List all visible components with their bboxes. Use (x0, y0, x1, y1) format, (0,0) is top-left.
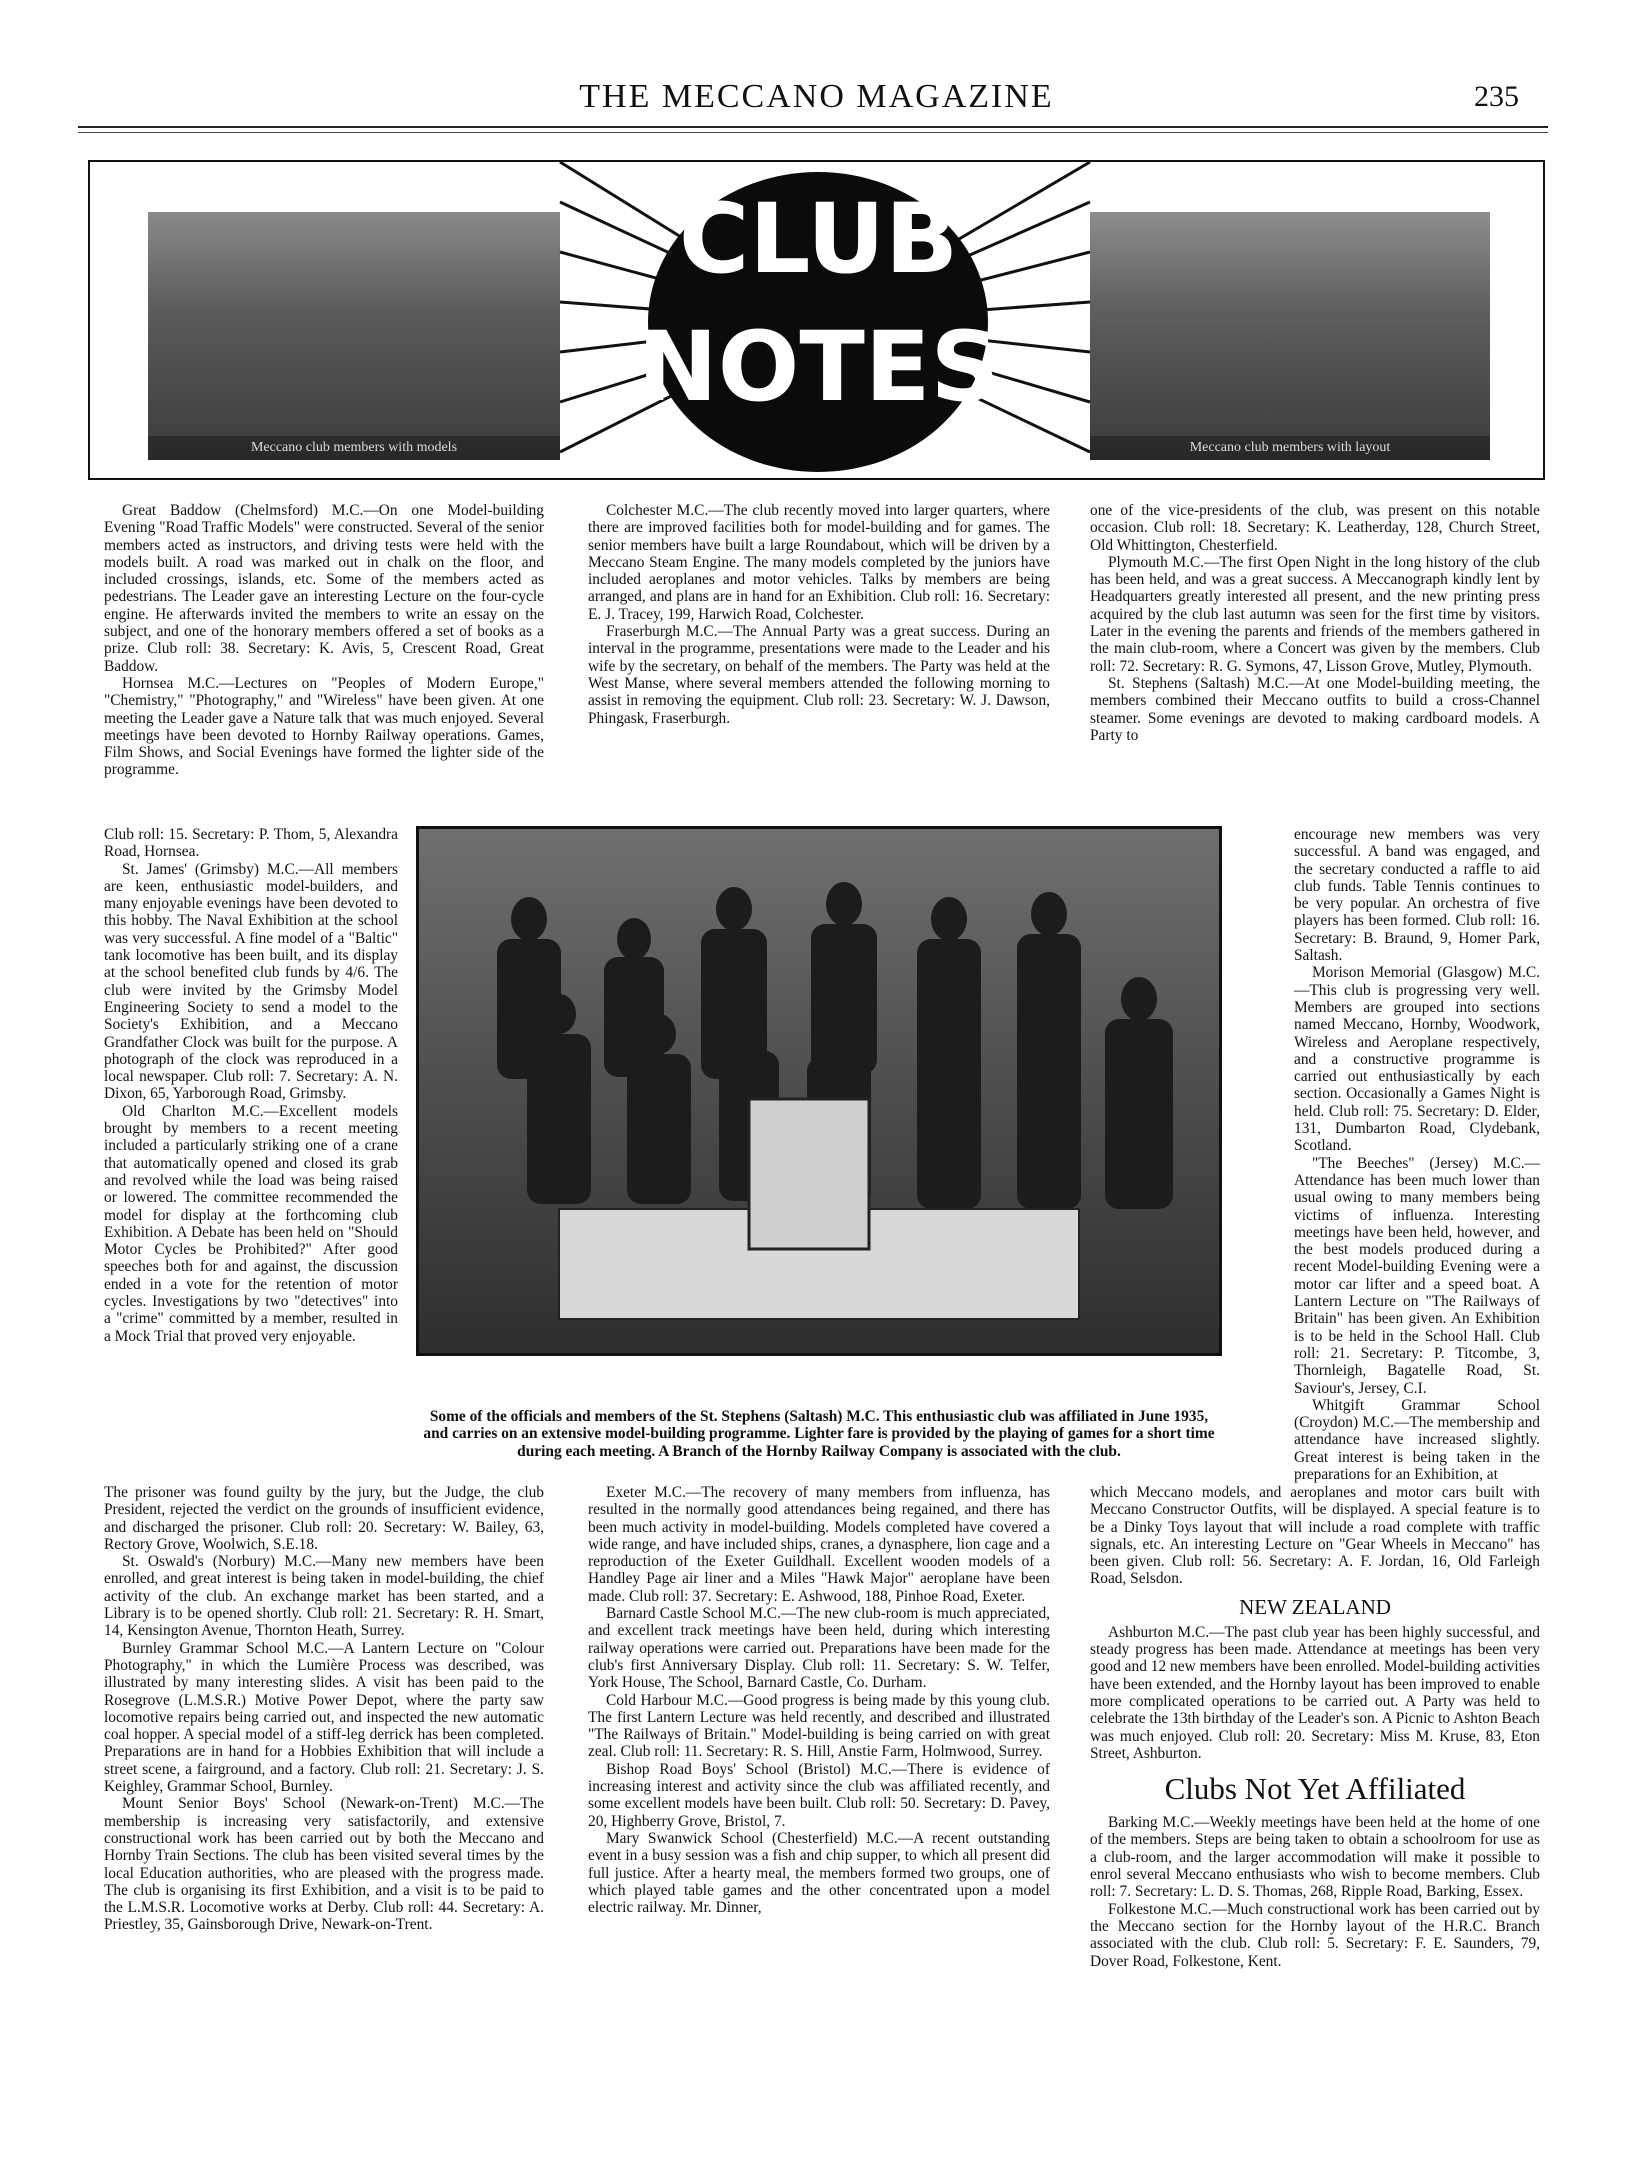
club-note-burnley: Burnley Grammar School M.C.—A Lantern Lecture on "Colour Photography," in which the Lumière Process was described, was illustrated by many interesting slides. A visit has been paid to the Rosegrove (L.M.S.R.) Motive Power Depot, where the party saw locomotive repairs being carried out, and inspected the new automatic coal hopper. A special model of a stiff-leg derrick has been completed. Preparations are in hand for a Hobbies Exhibition that will include a street scene, a fairground, and a factory. Club roll: 21. Secretary: J. S. Keighley, Grammar School, Burnley. (104, 1639, 544, 1796)
banner-photo-right-label: Meccano club members with layout (1090, 436, 1490, 460)
club-note-mary-swanwick: Mary Swanwick School (Chesterfield) M.C.—A recent outstanding event in a busy session was a fish and chip supper, to which all present did full justice. After a hearty meal, the members formed two groups, one of which played table games and the other concentrated upon a model electric railway. Mr. Dinner, (588, 1829, 1050, 1917)
right-column-lower (1090, 1484, 1540, 1970)
club-note-barking: Barking M.C.—Weekly meetings have been held at the home of one of the members. Steps are being taken to obtain a schoolroom for use as a club-room, and the larger accommodation will make it possible to enrol several Meccano enthusiasts who wish to become members. Club roll: 7. Secretary: L. D. S. Thomas, 268, Ripple Road, Barking, Essex. (1090, 1814, 1540, 1901)
guild-certificate (749, 1099, 869, 1249)
club-note-the-beeches: "The Beeches" (Jersey) M.C.—Attendance has been much lower than usual owing to many members being victims of influenza. Interesting meetings have been held, however, and the best models produced during a recent Model-building Evening were a motor car lifter and a speed boat. A Lantern Lecture on "The Railways of Britain" has been given. An Exhibition is to be held in the School Hall. Club roll: 21. Secretary: P. Titcombe, 3, Thornleigh, Bagatelle Road, St. Saviour's, Jersey, C.I. (1294, 1154, 1540, 1397)
banner-word-club: CLUB (678, 183, 959, 295)
group-photograph (416, 826, 1222, 1356)
left-column-narrow (104, 826, 398, 1345)
club-note-hornsea-roll: Club roll: 15. Secretary: P. Thom, 5, Alexandra Road, Hornsea. (104, 826, 398, 861)
header-rule (78, 126, 1548, 128)
club-note-old-charlton: Old Charlton M.C.—Excellent models brought by members to a recent meeting included a particularly striking one of a crane that automatically opened and closed its grab and revolved while the load was being raised or lowered. The committee recommended the model for display at the forthcoming club Exhibition. A Debate has been held on "Should Motor Cycles be Prohibited?" After good speeches both for and against, the discussion ended in a vote for the retention of motor cycles. Investigations by two "detectives" into a "crime" committed by a member, resulted in a Mock Trial that proved very enjoyable. (104, 1102, 398, 1345)
club-note-fraserburgh: Fraserburgh M.C.—The Annual Party was a great success. During an interval in the programme, presentations were made to the Leader and his wife by the secretary, on behalf of the members. The Party was held at the West Manse, where several members attended the following morning to assist in removing the equipment. Club roll: 23. Secretary: W. J. Dawson, Phingask, Fraserburgh. (588, 623, 1050, 727)
club-notes-banner (88, 160, 1545, 480)
banner-word-notes: NOTES (637, 311, 1000, 423)
club-note-st-stephens-cont: encourage new members was very successful. A band was engaged, and the secretary conducted a raffle to aid club funds. Table Tennis continues to be very popular. An orchestra of five players has been formed. Club roll: 16. Secretary: B. Braund, 9, Homer Park, Saltash. (1294, 826, 1540, 965)
left-column-top (104, 502, 544, 779)
page-header-title: THE MECCANO MAGAZINE (579, 78, 1054, 115)
club-note-folkestone: Folkestone M.C.—Much constructional work has been carried out by the Meccano section for the Hornby layout of the H.R.C. Branch associated with the club. Club roll: 5. Secretary: F. E. Saunders, 79, Dover Road, Folkestone, Kent. (1090, 1900, 1540, 1970)
club-note-colchester: Colchester M.C.—The club recently moved into larger quarters, where there are improved facilities both for model-building and for games. The senior members have built a large Roundabout, which will be driven by a Meccano Steam Engine. The many models completed by the juniors have included aeroplanes and motor vehicles. Talks by members are being arranged, and plans are in hand for an Exhibition. Club roll: 16. Secretary: E. J. Tracey, 199, Harwich Road, Colchester. (588, 502, 1050, 623)
new-zealand-heading: NEW ZEALAND (1239, 1594, 1391, 1619)
right-column-narrow (1294, 826, 1540, 1483)
club-note-hornsea: Hornsea M.C.—Lectures on "Peoples of Modern Europe," "Chemistry," "Photography," and "Wireless" have been given. At one meeting the Leader gave a Nature talk that was much enjoyed. Several meetings have been devoted to Hornby Railway operations. Games, Film Shows, and Social Evenings have formed the lighter side of the programme. (104, 674, 544, 779)
club-note-whitgift-cont: which Meccano models, and aeroplanes and motor cars built with Meccano Constructor Outfits, will be displayed. A special feature is to be a Dinky Toys layout that will include a road complete with traffic signals, etc. An interesting Lecture on "Gear Wheels in Meccano" has been given. Club roll: 56. Secretary: A. F. Jordan, 16, Old Farleigh Road, Selsdon. (1090, 1484, 1540, 1588)
club-note-mary-swanwick-cont: one of the vice-presidents of the club, was present on this notable occasion. Club roll: 18. Secretary: K. Leatherday, 128, Church Street, Old Whittington, Chesterfield. (1090, 502, 1540, 554)
left-column-lower (104, 1484, 544, 1934)
right-column-top (1090, 502, 1540, 744)
club-note-old-charlton-cont: The prisoner was found guilty by the jury, but the Judge, the club President, rejected the verdict on the grounds of insufficient evidence, and discharged the prisoner. Club roll: 20. Secretary: W. Bailey, 63, Rectory Grove, Woolwich, S.E.18. (104, 1484, 544, 1553)
club-note-ashburton: Ashburton M.C.—The past club year has been highly successful, and steady progress has been made. Attendance at meetings has been very good and 12 new members have been enrolled. Model-building activities have been extended, and the Hornby layout has been improved to enable more complicated operations to be carried out. A Party was held to celebrate the 13th birthday of the Leader's son. A Picnic to Ashton Beach was much enjoyed. Club roll: 20. Secretary: Miss M. Kruse, 83, Eton Street, Ashburton. (1090, 1623, 1540, 1762)
club-note-morison-memorial: Morison Memorial (Glasgow) M.C.—This club is progressing very well. Members are grouped into sections named Meccano, Hornby, Woodwork, Wireless and Aeroplane respectively, and a constructive programme is carried out enthusiastically by each section. Occasionally a Games Night is held. Club roll: 75. Secretary: D. Elder, 131, Dumbarton Road, Clydebank, Scotland. (1294, 964, 1540, 1155)
club-note-cold-harbour: Cold Harbour M.C.—Good progress is being made by this young club. The first Lantern Lecture was held recently, and described and illustrated "The Railways of Britain." Model-building is being carried on with great zeal. Club roll: 11. Secretary: R. S. Hill, Anstie Farm, Holmwood, Surrey. (588, 1691, 1050, 1761)
club-note-st-james: St. James' (Grimsby) M.C.—All members are keen, enthusiastic model-builders, and many enjoyable evenings have been devoted to this hobby. The Naval Exhibition at the school was very successful. A fine model of a "Baltic" tank locomotive has been built, and its display at the school benefited club funds by 4/6. The club were invited by the Grimsby Model Engineering Society to send a model to the Society's Exhibition, and a Meccano Grandfather Clock was built for the purpose. A photograph of the clock was reproduced in a local newspaper. Club roll: 7. Secretary: A. N. Dixon, 65, Yarborough Road, Grimsby. (104, 860, 398, 1103)
club-note-barnard-castle: Barnard Castle School M.C.—The new club-room is much appreciated, and excellent track meetings have been held, during which interesting railway operations were carried out. Preparations have been made for the club's first Anniversary Display. Club roll: 11. Secretary: S. W. Telfer, York House, The School, Barnard Castle, Co. Durham. (588, 1605, 1050, 1692)
banner-photo-left-label: Meccano club members with models (148, 436, 560, 460)
club-note-st-stephens: St. Stephens (Saltash) M.C.—At one Model-building meeting, the members combined their Meccano outfits to build a cross-Channel steamer. Some evenings are devoted to making cardboard models. A Party to (1090, 674, 1540, 744)
club-note-great-baddow: Great Baddow (Chelmsford) M.C.—On one Model-building Evening "Road Traffic Models" were constructed. Several of the senior members acted as instructors, and driving tests were held with the models built. A road was marked out in chalk on the floor, and included crossings, islands, etc. Some of the members acted as pedestrians. The Leader gave an interesting Lecture on the four-cycle engine. He afterwards invited the members to write an essay on the subject, and one of the honorary members offered a set of books as a prize. Club roll: 38. Secretary: K. Avis, 5, Crescent Road, Great Baddow. (104, 502, 544, 675)
photo-caption: Some of the officials and members of the St. Stephens (Saltash) M.C. This enthusiastic club was affiliated in June 1935, and carries on an extensive model-building programme. Lighter fare is provided by the playing of games for a short time during each meeting. A Branch of the Hornby Railway Company is associated with the club. (423, 1408, 1215, 1460)
club-note-bishop-road: Bishop Road Boys' School (Bristol) M.C.—There is evidence of increasing interest and activity since the club was affiliated recently, and some excellent models have been built. Club roll: 50. Secretary: D. Pavey, 20, Highberry Grove, Bristol, 7. (588, 1760, 1050, 1830)
group-photo-figures (419, 829, 1219, 1353)
header-rule-thin (78, 132, 1548, 133)
club-note-st-oswalds: St. Oswald's (Norbury) M.C.—Many new members have been enrolled, and great interest is being taken in model-building, the chief activity of the club. An exchange market has been started, and a Library is to be opened shortly. Club roll: 21. Secretary: R. H. Smart, 14, Kensington Avenue, Thornton Heath, Surrey. (104, 1553, 544, 1640)
club-note-plymouth: Plymouth M.C.—The first Open Night in the long history of the club has been held, and was a great success. A Meccanograph kindly lent by Headquarters greatly interested all present, and the new printing press acquired by the club last autumn was seen for the first time by visitors. Later in the evening the parents and friends of the members gathered in the main club-room, where a Concert was given by the members. Club roll: 72. Secretary: R. G. Symons, 47, Lisson Grove, Mutley, Plymouth. (1090, 553, 1540, 675)
club-note-mount-senior: Mount Senior Boys' School (Newark-on-Trent) M.C.—The membership is increasing very satisfactorily, and extensive constructional work has been carried out by both the Meccano and Hornby Train Sections. The club has been visited several times by the local Education authorities, who are pleased with the progress made. The club is organising its first Exhibition, and a visit is to be paid to the L.M.S.R. Locomotive works at Derby. Club roll: 44. Secretary: A. Priestley, 35, Gainsborough Drive, Newark-on-Trent. (104, 1795, 544, 1934)
club-note-whitgift: Whitgift Grammar School (Croydon) M.C.—The membership and attendance have increased slightly. Great interest is being taken in the preparations for an Exhibition, at (1294, 1396, 1540, 1483)
page-number: 235 (1474, 80, 1519, 113)
middle-column-lower (588, 1484, 1050, 1916)
middle-column-top (588, 502, 1050, 727)
club-note-exeter: Exeter M.C.—The recovery of many members from influenza, has resulted in the normally good attendances being regained, and there has been much activity in model-building. Models completed have covered a wide range, and have included ships, cranes, a dynasphere, lion cage and a reproduction of the Exeter Guildhall. Excellent wooden models of a Handley Page air liner and a Miles "Hawk Major" aeroplane have been made. Club roll: 37. Secretary: E. Ashwood, 188, Pinhoe Road, Exeter. (588, 1484, 1050, 1605)
clubs-not-affiliated-heading: Clubs Not Yet Affiliated (1164, 1771, 1466, 1807)
